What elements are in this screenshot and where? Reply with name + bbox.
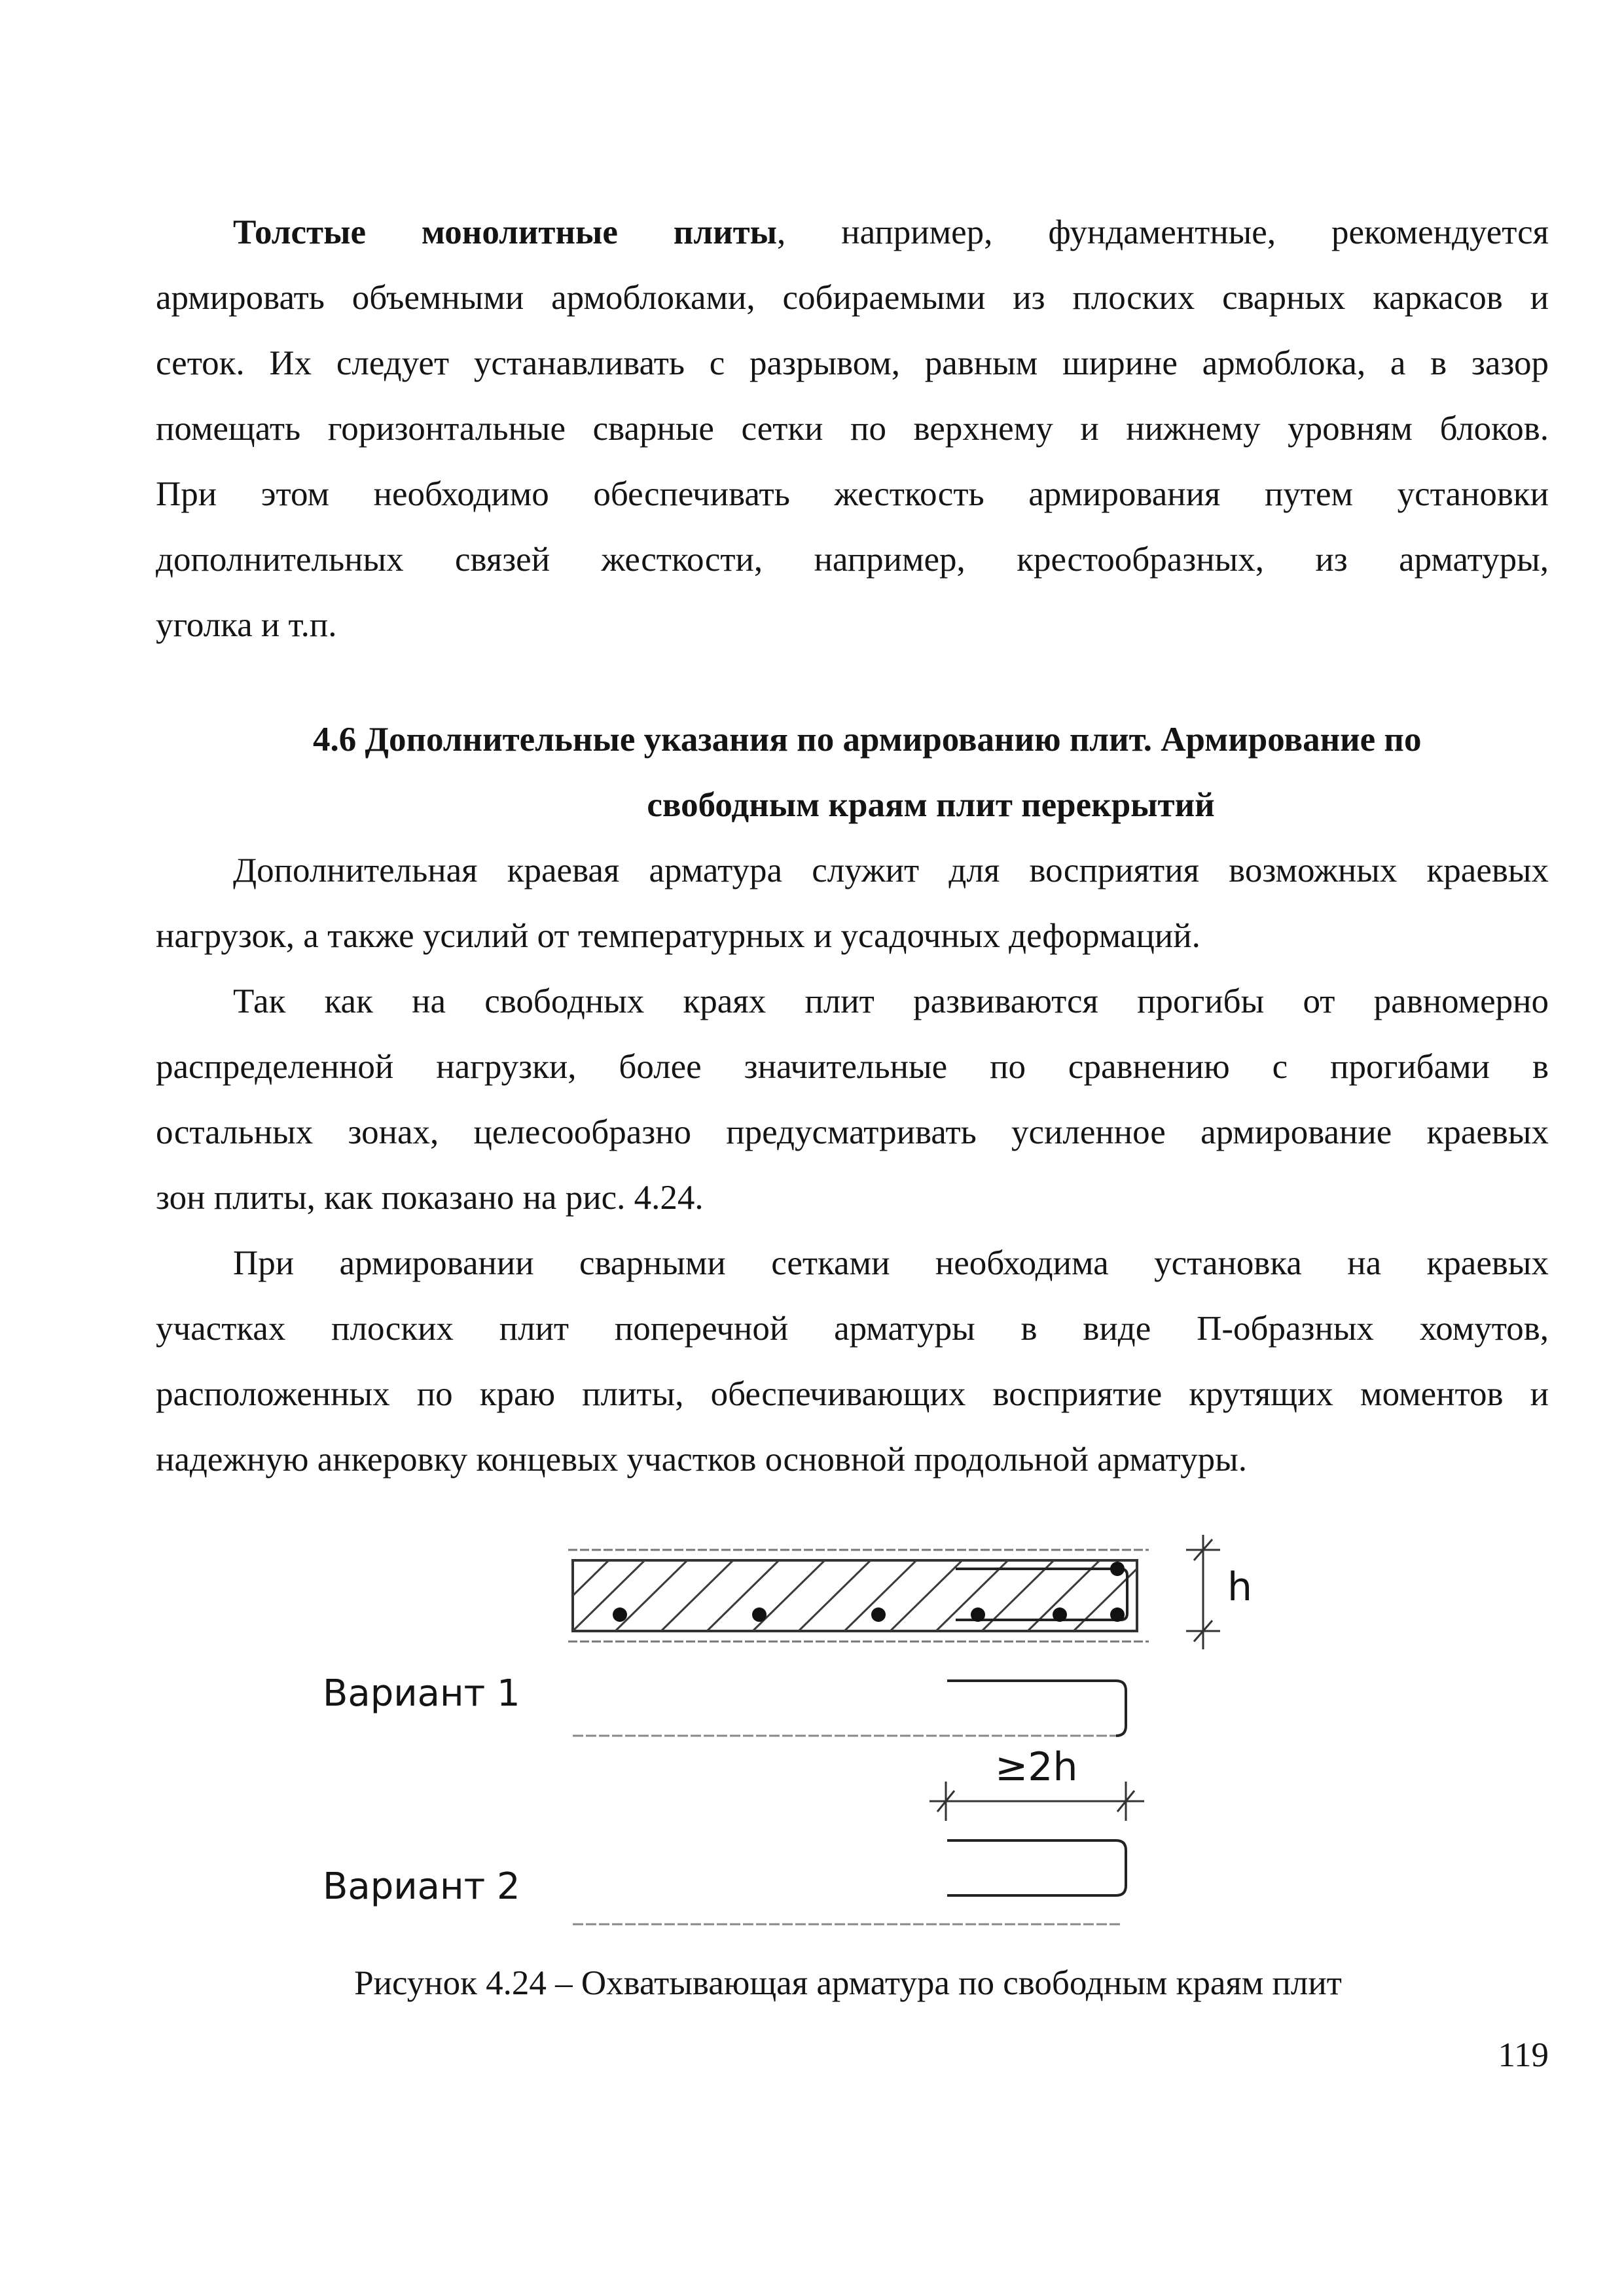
- paragraph-line: Толстые монолитные плиты, например, фундаментные, рекомендуется: [233, 213, 1549, 251]
- paragraph-line: Дополнительная краевая арматура служит для восприятия возможных краевых: [233, 852, 1549, 889]
- rebar-dot: [971, 1607, 985, 1622]
- variant1-bar: [573, 1681, 1126, 1736]
- paragraph-line: сеток. Их следует устанавливать с разрывом, равным ширине армоблока, а в зазор: [156, 344, 1549, 382]
- paragraph-line: участках плоских плит поперечной арматуры в виде П-образных хомутов,: [156, 1310, 1549, 1348]
- paragraph-line: уголка и т.п.: [156, 606, 337, 644]
- label-variant1: Вариант 1: [323, 1672, 520, 1715]
- paragraph-line: При армировании сварными сетками необходима установка на краевых: [233, 1244, 1549, 1282]
- paragraph-line: При этом необходимо обеспечивать жесткость армирования путем установки: [156, 475, 1549, 513]
- bold-lead-term: Толстые монолитные плиты: [233, 213, 778, 251]
- section-heading-line2: свободным краям плит перекрытий: [647, 786, 1215, 824]
- paragraph-line: дополнительных связей жесткости, например, крестообразных, из арматуры,: [156, 541, 1549, 579]
- h-dimension: [1186, 1535, 1220, 1649]
- figure-caption: Рисунок 4.24 – Охватывающая арматура по свободным краям плит: [354, 1964, 1342, 2002]
- paragraph-line: помещать горизонтальные сварные сетки по верхнему и нижнему уровням блоков.: [156, 410, 1549, 448]
- slab-cross-section: [537, 1550, 1149, 1641]
- paragraph-line: распределенной нагрузки, более значительные по сравнению с прогибами в: [156, 1048, 1549, 1086]
- rebar-dot: [1053, 1607, 1067, 1622]
- paragraph-line: зон плиты, как показано на рис. 4.24.: [156, 1179, 704, 1217]
- variant2-bar: [573, 1840, 1126, 1924]
- label-2h: ≥2h: [995, 1744, 1078, 1790]
- label-variant2: Вариант 2: [323, 1865, 520, 1908]
- page-number: 119: [1498, 2036, 1549, 2074]
- paragraph-line: расположенных по краю плиты, обеспечивающих восприятие крутящих моментов и: [156, 1375, 1549, 1413]
- rebar-dot: [1110, 1562, 1125, 1576]
- rebar-dot: [752, 1607, 767, 1622]
- paragraph-line: армировать объемными армоблоками, собираемыми из плоских сварных каркасов и: [156, 279, 1549, 317]
- paragraph-line: надежную анкеровку концевых участков основной продольной арматуры.: [156, 1441, 1247, 1479]
- label-h: h: [1227, 1564, 1253, 1610]
- rebar-dot: [613, 1607, 627, 1622]
- paragraph-line: Так как на свободных краях плит развиваются прогибы от равномерно: [233, 982, 1549, 1020]
- rebar-dot: [1110, 1607, 1125, 1622]
- paragraph-line: нагрузок, а также усилий от температурных и усадочных деформаций.: [156, 917, 1200, 955]
- paragraph-line: остальных зонах, целесообразно предусматривать усиленное армирование краевых: [156, 1113, 1549, 1151]
- rebar-dot: [871, 1607, 886, 1622]
- section-heading-line1: 4.6 Дополнительные указания по армированию плит. Армирование по: [313, 721, 1422, 759]
